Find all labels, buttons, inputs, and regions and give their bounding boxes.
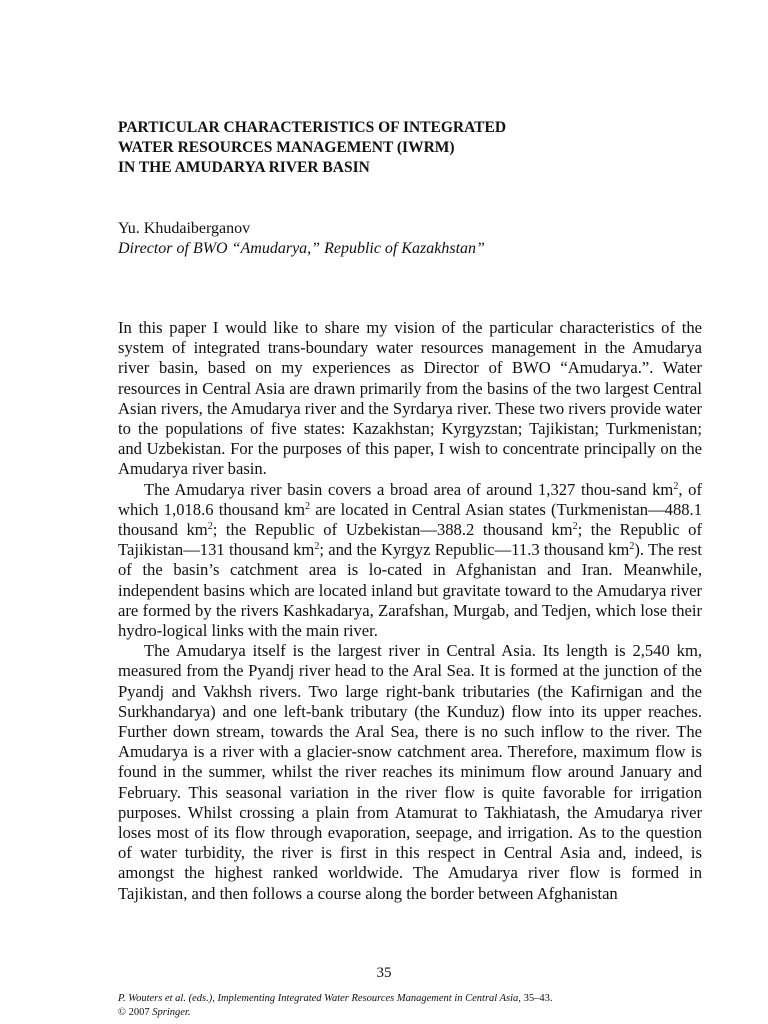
title-line-2: WATER RESOURCES MANAGEMENT (IWRM): [118, 139, 455, 156]
author-name: Yu. Khudaiberganov: [118, 220, 251, 237]
p2-text-2: , of which 1,018.6 thousand km: [118, 479, 702, 519]
publisher-name: Springer.: [152, 1007, 191, 1018]
p2-text-4: ; the Republic of Uzbekistan—388.2 thousand km: [212, 520, 573, 540]
title-line-3: IN THE AMUDARYA RIVER BASIN: [118, 159, 370, 176]
superscript-2: 2: [629, 541, 635, 553]
p2-text-3: are located in Central Asian states (Turkmenistan—488.1 thousand km: [118, 499, 703, 540]
paragraph-1: In this paper I would like to share my vision of the particular characteristics of the system of integrated trans-boundary water resources management in the Amudarya river basin, based on my experiences as Director of BWO “Amudarya.”. Water resources in Central Asia are drawn primarily from the basins of the two largest Central Asian rivers, the Amudarya river and the Syrdarya river. These two rivers provide water to the populations of five states: Kazakhstan; Kyrgyzstan; Tajikistan; Turkmenistan; and Uzbekistan. For the purposes of this paper, I wish to concentrate principally on the Amudarya river basin.: [118, 318, 702, 479]
paragraph-3: The Amudarya itself is the largest river in Central Asia. Its length is 2,540 km, measured from the Pyandj river head to the Aral Sea. It is formed at the junction of the Pyandj and Vakhsh rivers. Two large right-bank tributaries (the Kafirnigan and the Surkhandarya) and one left-bank tributary (the Kunduz) flow into its upper reaches. Further down stream, towards the Aral Sea, there is no such inflow to the river. The Amudarya is a river with a glacier-snow catchment area. Therefore, maximum flow is found in the summer, whilst the river reaches its minimum flow around January and February. This seasonal variation in the river flow is quite favorable for irrigation purposes. Whilst crossing a plain from Atamurat to Takhiatash, the Amudarya river loses most of its flow through evaporation, seepage, and irrigation. As to the question of water turbidity, the river is first in this respect in Central Asia and, indeed, is amongst the highest ranked worldwide. The Amudarya river flow is formed in Tajikistan, and then follows a course along the border between Afghanistan: [118, 641, 702, 903]
paper-title: [118, 118, 678, 178]
body-text: [118, 318, 702, 904]
copyright-text: © 2007: [118, 1007, 150, 1018]
footer-copyright: [118, 1006, 552, 1020]
superscript-2: 2: [207, 521, 213, 533]
superscript-2: 2: [314, 541, 320, 553]
author-affiliation: Director of BWO “Amudarya,” Republic of Kazakhstan”: [118, 240, 485, 257]
page-number: 35: [376, 965, 392, 981]
p2-text-7: ). The rest of the basin’s catchment area is lo-cated in Afghanistan and Iran. Meanwhile, independent basins which are located inland but gravitate toward to the Amudarya river are formed by the rivers Kashkadarya, Zarafshan, Murgab, and Tedjen, which lose their hydro-logical links with the main river.: [118, 540, 702, 641]
p2-text-5: ; the Republic of Tajikistan—131 thousand km: [118, 520, 702, 560]
page-footer: [118, 992, 552, 1020]
p2-text-1: The Amudarya river basin covers a broad area of around 1,327 thou-sand km: [144, 479, 674, 499]
paragraph-2: [118, 480, 702, 642]
title-line-1: PARTICULAR CHARACTERISTICS OF INTEGRATED: [118, 119, 507, 136]
superscript-2: 2: [572, 521, 578, 533]
superscript-2: 2: [305, 500, 311, 512]
superscript-2: 2: [673, 480, 679, 492]
footer-pages: 35–43.: [520, 993, 553, 1004]
footer-citation: [118, 992, 552, 1006]
footer-citation-text: P. Wouters et al. (eds.), Implementing Integrated Water Resources Management in Central Asia,: [118, 993, 521, 1004]
p2-text-6: ; and the Kyrgyz Republic—11.3 thousand km: [319, 540, 630, 560]
